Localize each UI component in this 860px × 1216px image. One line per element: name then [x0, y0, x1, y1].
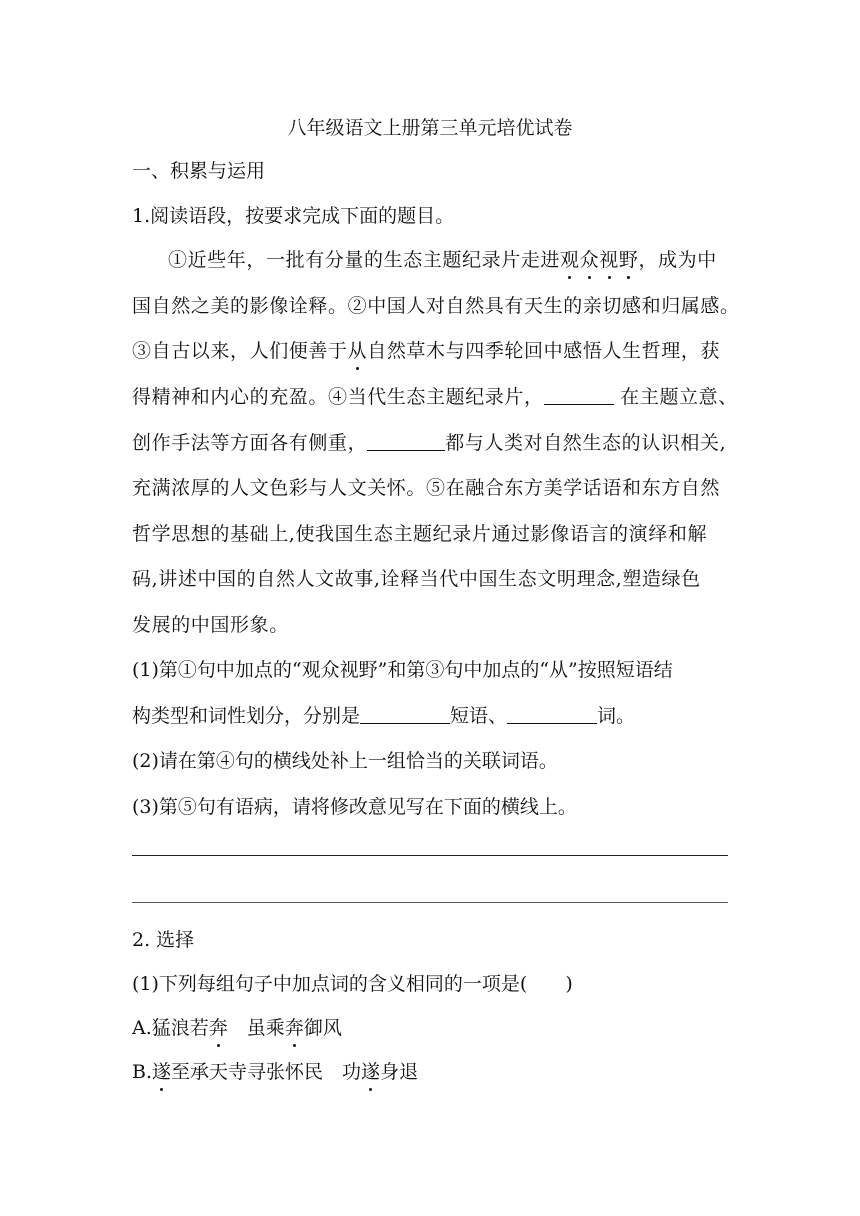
dotted-char: 奔 — [208, 1017, 228, 1039]
passage-line-2: 国自然之美的影像诠释。②中国人对自然具有天生的亲切感和归属感。 — [132, 295, 740, 317]
option-text: 身退 — [380, 1061, 419, 1083]
passage-text: 创作手法等方面各有侧重， — [132, 432, 368, 454]
option-text: A.猛浪若 — [132, 1017, 209, 1039]
answer-line[interactable] — [132, 902, 728, 903]
passage-line-8: 码,讲述中国的自然人文故事,诠释当代中国生态文明理念,塑造绿色 — [132, 568, 701, 590]
passage-text: 得精神和内心的充盈。④当代生态主题纪录片， — [132, 386, 544, 408]
question-text: 构类型和词性划分，分别是 — [132, 705, 361, 727]
passage-text: ①近些年，一批有分量的生态主题纪录片走进 — [168, 249, 561, 271]
section-heading: 一、积累与运用 — [132, 160, 266, 182]
question-text: 词。 — [597, 705, 636, 727]
passage-line-4 — [132, 384, 738, 410]
question-2-sub-1: (1)下列每组句子中加点词的含义相同的一项是( ) — [132, 973, 573, 995]
dotted-char: 视 — [599, 249, 619, 271]
sub-question-1-continued — [132, 703, 732, 729]
sub-question-3: (3)第⑤句有语病，请将修改意见写在下面的横线上。 — [132, 796, 577, 818]
option-b — [132, 1059, 732, 1085]
answer-line[interactable] — [132, 855, 728, 856]
question-1-intro: 1.阅读语段，按要求完成下面的题目。 — [132, 205, 455, 227]
passage-line-7: 哲学思想的基础上,使我国生态主题纪录片通过影像语言的演绎和解 — [132, 523, 708, 545]
question-text: 短语、 — [450, 705, 508, 727]
passage-line-1 — [168, 247, 768, 273]
answer-blank[interactable] — [544, 386, 614, 405]
dotted-char: 遂 — [361, 1061, 381, 1083]
passage-line-5 — [132, 430, 732, 456]
answer-blank[interactable] — [367, 432, 445, 451]
passage-text: 自然草木与四季轮回中感悟人生哲理，获 — [367, 340, 721, 362]
dotted-char: 野 — [618, 249, 639, 271]
dotted-char: 观 — [560, 249, 580, 271]
passage-line-9: 发展的中国形象。 — [132, 614, 289, 636]
page-title: 八年级语文上册第三单元培优试卷 — [287, 117, 573, 139]
option-text: B. — [132, 1061, 153, 1083]
dotted-char: 遂 — [152, 1061, 172, 1083]
sub-question-2: (2)请在第④句的横线处补上一组恰当的关联词语。 — [132, 750, 558, 772]
option-text: 御风 — [303, 1017, 342, 1039]
dotted-char: 从 — [347, 340, 368, 362]
passage-text: 在主题立意、 — [613, 386, 738, 408]
option-text: 至承天寺寻张怀民 功 — [171, 1061, 362, 1083]
sub-question-1: (1)第①句中加点的“观众视野”和第③句中加点的“从”按照短语结 — [132, 659, 673, 681]
dotted-char: 众 — [579, 249, 600, 271]
passage-text: 都与人类对自然生态的认识相关, — [445, 432, 727, 454]
passage-line-6: 充满浓厚的人文色彩与人文关怀。⑤在融合东方美学话语和东方自然 — [132, 477, 721, 499]
dotted-char: 奔 — [284, 1017, 304, 1039]
question-2-heading: 2. 选择 — [132, 929, 195, 951]
passage-text: ③自古以来，人们便善于 — [132, 340, 348, 362]
answer-blank[interactable] — [507, 705, 597, 724]
option-text: 虽乘 — [227, 1017, 285, 1039]
passage-line-3 — [132, 338, 732, 364]
answer-blank[interactable] — [360, 705, 450, 724]
option-a — [132, 1015, 732, 1041]
passage-text: ，成为中 — [638, 249, 717, 271]
